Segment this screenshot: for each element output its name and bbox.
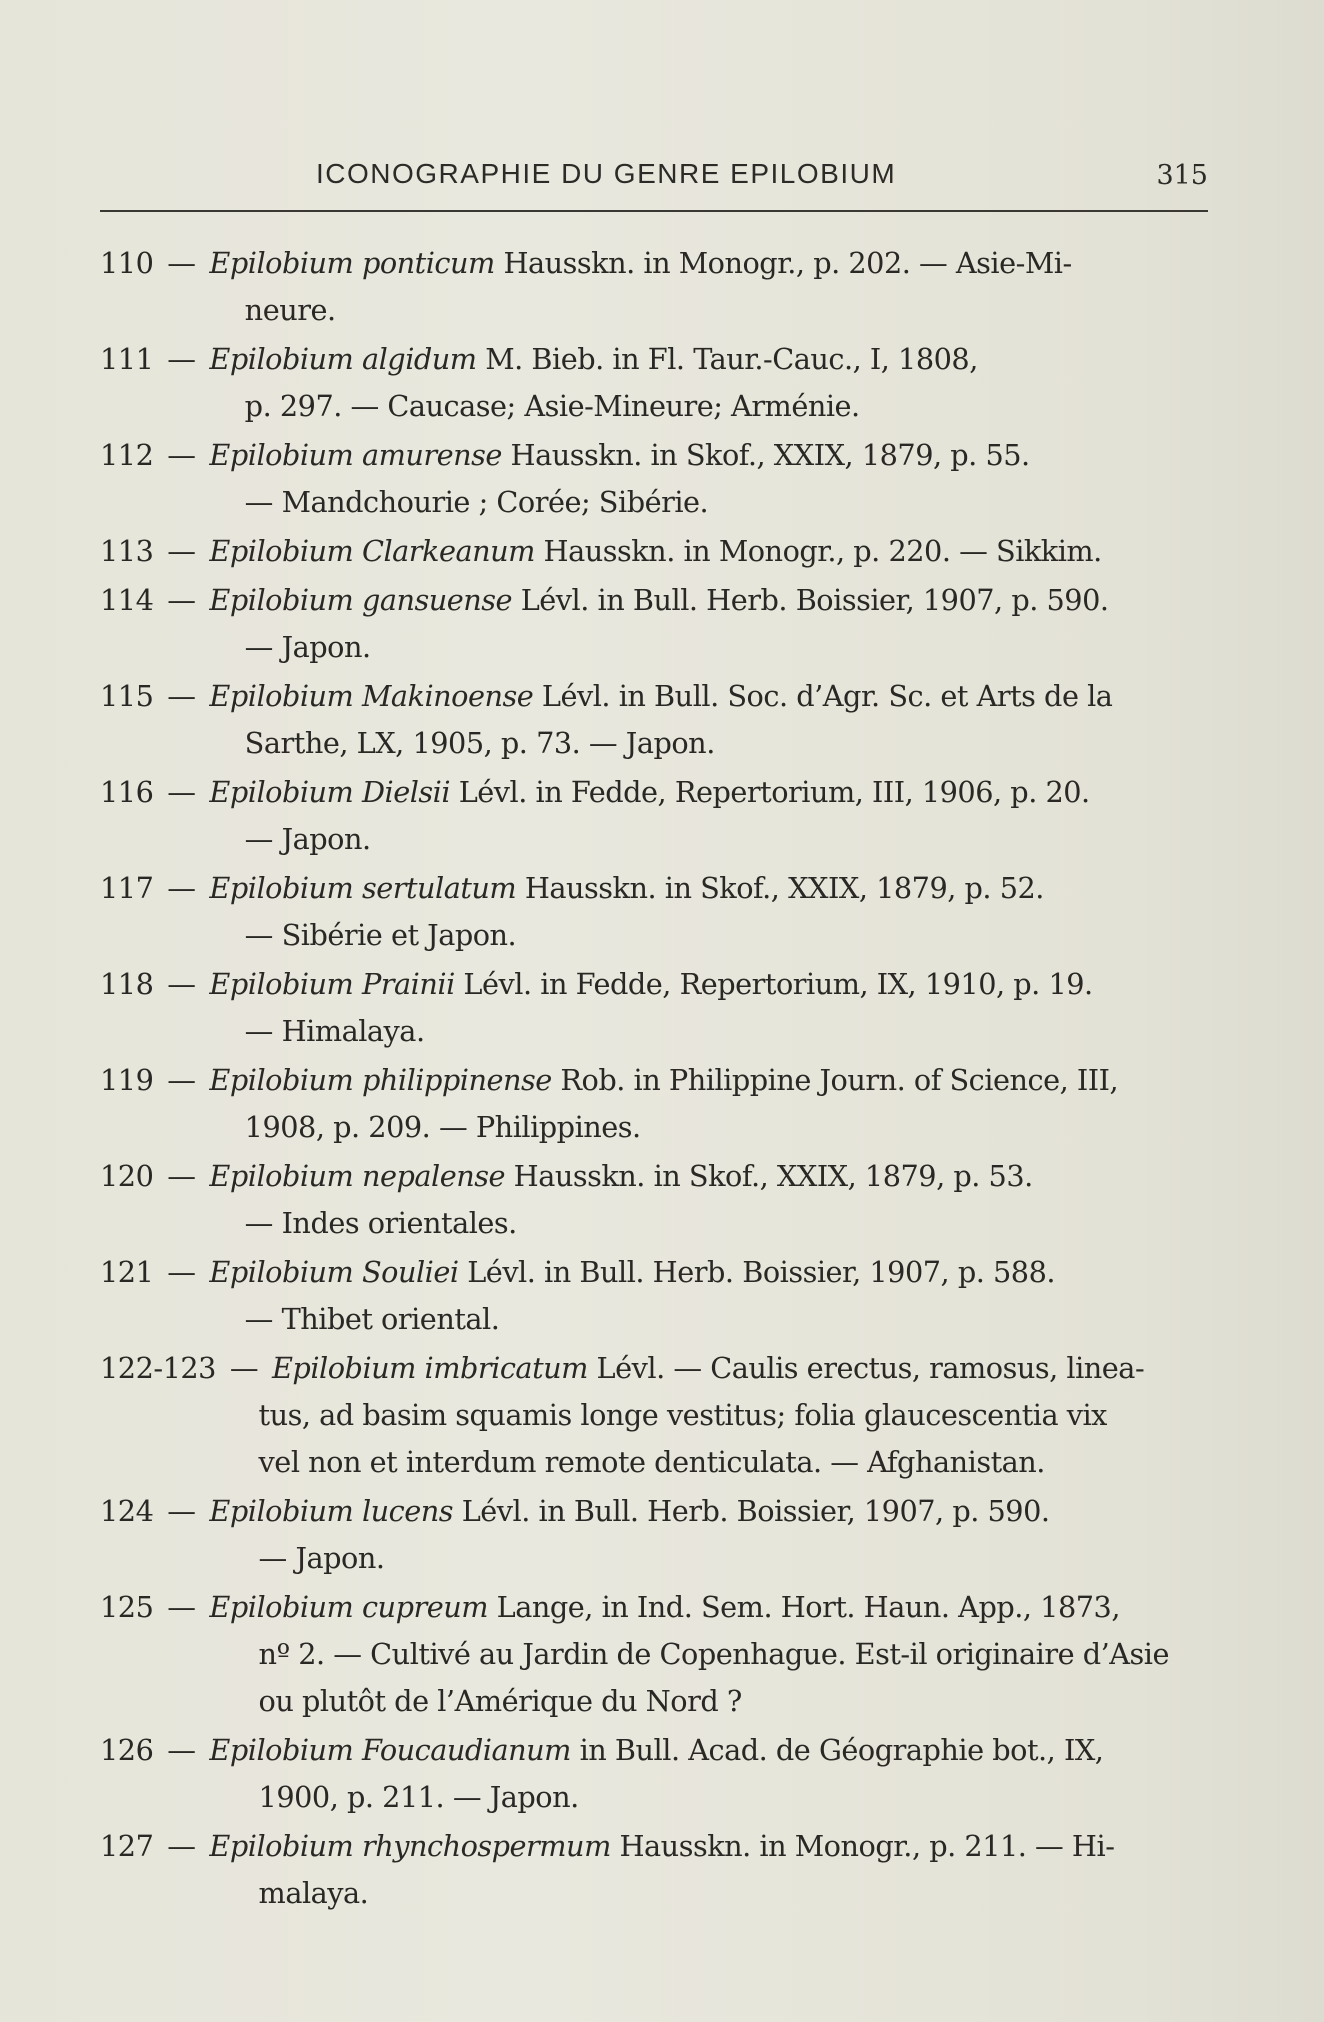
entry-number: 112	[100, 438, 154, 472]
entry-continuation-line: — Sibérie et Japon.	[244, 918, 517, 952]
entry-dash: —	[167, 1494, 196, 1528]
entry	[100, 961, 1220, 1055]
entry-first-line	[100, 673, 1210, 720]
species-name: Epilobium imbricatum	[271, 1351, 588, 1385]
entry-continuation-line: 1908, p. 209. — Philippines.	[244, 1110, 641, 1144]
entry-first-line	[100, 1823, 1210, 1870]
entry-number: 125	[100, 1590, 154, 1624]
entry-dash: —	[167, 1063, 196, 1097]
entry-number: 119	[100, 1063, 154, 1097]
page-header	[100, 158, 1208, 208]
citation-text: in Bull. Acad. de Géographie bot., IX,	[579, 1733, 1104, 1767]
species-name: Epilobium cupreum	[209, 1590, 489, 1624]
entry-continuation-line: ou plutôt de l’Amérique du Nord ?	[258, 1684, 742, 1718]
entry-first-line	[100, 1488, 1210, 1535]
citation-text: Lange, in Ind. Sem. Hort. Haun. App., 1873,	[496, 1590, 1120, 1624]
species-name: Epilobium Souliei	[209, 1255, 459, 1289]
citation-text: Lévl. in Fedde, Repertorium, IX, 1910, p. 19.	[463, 967, 1093, 1001]
entry	[100, 673, 1220, 767]
species-name: Epilobium philippinense	[209, 1063, 552, 1097]
species-name: Epilobium ponticum	[209, 246, 495, 280]
entry	[100, 577, 1220, 671]
entry-continuation-line: malaya.	[258, 1876, 369, 1910]
entry	[100, 769, 1220, 863]
entry-dash: —	[167, 1159, 196, 1193]
entry	[100, 1249, 1220, 1343]
entry-continuation-line: 1900, p. 211. — Japon.	[258, 1780, 579, 1814]
species-name: Epilobium lucens	[209, 1494, 454, 1528]
entry-continuation-line: tus, ad basim squamis longe vestitus; folia glaucescentia vix	[258, 1398, 1107, 1432]
header-rule	[100, 210, 1208, 212]
entry-first-line	[100, 528, 1210, 575]
entry-dash: —	[167, 775, 196, 809]
citation-text: Lévl. in Bull. Herb. Boissier, 1907, p. 588.	[467, 1255, 1056, 1289]
entry	[100, 336, 1220, 430]
entry-dash: —	[167, 534, 196, 568]
citation-text: Hausskn. in Monogr., p. 220. — Sikkim.	[543, 534, 1102, 568]
entry-first-line	[100, 961, 1210, 1008]
entry-first-line	[100, 1727, 1210, 1774]
species-name: Epilobium sertulatum	[209, 871, 517, 905]
entry-number: 117	[100, 871, 154, 905]
entry-dash: —	[167, 1590, 196, 1624]
entry	[100, 865, 1220, 959]
citation-text: Lévl. in Fedde, Repertorium, III, 1906, p. 20.	[458, 775, 1090, 809]
entry-continuation-line: — Mandchourie ; Corée; Sibérie.	[244, 485, 709, 519]
entry-first-line	[100, 865, 1210, 912]
entry-first-line	[100, 769, 1210, 816]
species-name: Epilobium Prainii	[209, 967, 455, 1001]
entry-number: 115	[100, 679, 154, 713]
entry	[100, 240, 1220, 334]
entry-number: 122-123	[100, 1351, 216, 1385]
entry-first-line	[100, 1249, 1210, 1296]
entry	[100, 1153, 1220, 1247]
entry-dash: —	[167, 246, 196, 280]
entry-dash: —	[167, 967, 196, 1001]
entry-first-line	[100, 432, 1210, 479]
entry-first-line	[100, 1153, 1210, 1200]
citation-text: Lévl. in Bull. Herb. Boissier, 1907, p. 590.	[461, 1494, 1050, 1528]
entry-continuation-line: — Thibet oriental.	[244, 1302, 500, 1336]
citation-text: M. Bieb. in Fl. Taur.-Cauc., I, 1808,	[485, 342, 978, 376]
entry-continuation-line: — Himalaya.	[244, 1014, 425, 1048]
entry	[100, 1488, 1220, 1582]
entry	[100, 1727, 1220, 1821]
running-title: ICONOGRAPHIE DU GENRE EPILOBIUM	[316, 158, 897, 189]
species-name: Epilobium Clarkeanum	[209, 534, 535, 568]
entry-dash: —	[167, 1829, 196, 1863]
entry-dash: —	[167, 1733, 196, 1767]
entry-continuation-line: p. 297. — Caucase; Asie-Mineure; Arménie.	[244, 389, 860, 423]
entry-dash: —	[167, 342, 196, 376]
entry-number: 113	[100, 534, 154, 568]
entry-first-line	[100, 1584, 1210, 1631]
entry-continuation-line: — Japon.	[258, 1541, 385, 1575]
species-name: Epilobium algidum	[209, 342, 477, 376]
entry-continuation-line: Sarthe, LX, 1905, p. 73. — Japon.	[244, 726, 715, 760]
species-name: Epilobium nepalense	[209, 1159, 506, 1193]
entry-number: 120	[100, 1159, 154, 1193]
entry-continuation-line: neure.	[244, 293, 336, 327]
species-name: Epilobium gansuense	[209, 583, 513, 617]
entry-number: 114	[100, 583, 154, 617]
entry	[100, 1057, 1220, 1151]
entry	[100, 528, 1220, 575]
entry-dash: —	[167, 679, 196, 713]
entry-first-line	[100, 336, 1210, 383]
entry-number: 110	[100, 246, 154, 280]
page-number: 315	[1156, 160, 1208, 191]
entry-continuation-line: — Japon.	[244, 630, 371, 664]
entry	[100, 1345, 1220, 1486]
species-name: Epilobium rhynchospermum	[209, 1829, 611, 1863]
entry-continuation-line: nº 2. — Cultivé au Jardin de Copenhague. Est-il originaire d’Asie	[258, 1637, 1170, 1671]
entry-dash: —	[167, 583, 196, 617]
entry-number: 121	[100, 1255, 154, 1289]
entry-number: 118	[100, 967, 154, 1001]
entry	[100, 1823, 1220, 1917]
entry-continuation-line: vel non et interdum remote denticulata. — Afghanistan.	[258, 1445, 1045, 1479]
entry-dash: —	[167, 1255, 196, 1289]
species-name: Epilobium Dielsii	[209, 775, 451, 809]
species-name: Epilobium Makinoense	[209, 679, 534, 713]
entry-list	[100, 240, 1220, 1919]
citation-text: Hausskn. in Skof., XXIX, 1879, p. 55.	[510, 438, 1030, 472]
entry-number: 111	[100, 342, 154, 376]
citation-text: Rob. in Philippine Journ. of Science, III,	[560, 1063, 1119, 1097]
entry-continuation-line: — Indes orientales.	[244, 1206, 517, 1240]
entry-first-line	[100, 1345, 1210, 1392]
citation-text: Hausskn. in Monogr., p. 202. — Asie-Mi-	[503, 246, 1072, 280]
entry-first-line	[100, 577, 1210, 624]
species-name: Epilobium amurense	[209, 438, 502, 472]
species-name: Epilobium Foucaudianum	[209, 1733, 571, 1767]
citation-text: Hausskn. in Skof., XXIX, 1879, p. 52.	[524, 871, 1044, 905]
citation-text: Hausskn. in Monogr., p. 211. — Hi-	[619, 1829, 1115, 1863]
entry-number: 126	[100, 1733, 154, 1767]
entry-number: 124	[100, 1494, 154, 1528]
entry	[100, 1584, 1220, 1725]
entry-first-line	[100, 1057, 1210, 1104]
entry-number: 127	[100, 1829, 154, 1863]
citation-text: Hausskn. in Skof., XXIX, 1879, p. 53.	[513, 1159, 1033, 1193]
entry-first-line	[100, 240, 1210, 287]
entry-number: 116	[100, 775, 154, 809]
entry-dash: —	[167, 438, 196, 472]
citation-text: Lévl. in Bull. Soc. d’Agr. Sc. et Arts de la	[541, 679, 1113, 713]
entry-dash: —	[229, 1351, 259, 1385]
entry-continuation-line: — Japon.	[244, 822, 371, 856]
entry-dash: —	[167, 871, 196, 905]
citation-text: Lévl. — Caulis erectus, ramosus, linea-	[596, 1351, 1145, 1385]
entry	[100, 432, 1220, 526]
citation-text: Lévl. in Bull. Herb. Boissier, 1907, p. 590.	[520, 583, 1109, 617]
